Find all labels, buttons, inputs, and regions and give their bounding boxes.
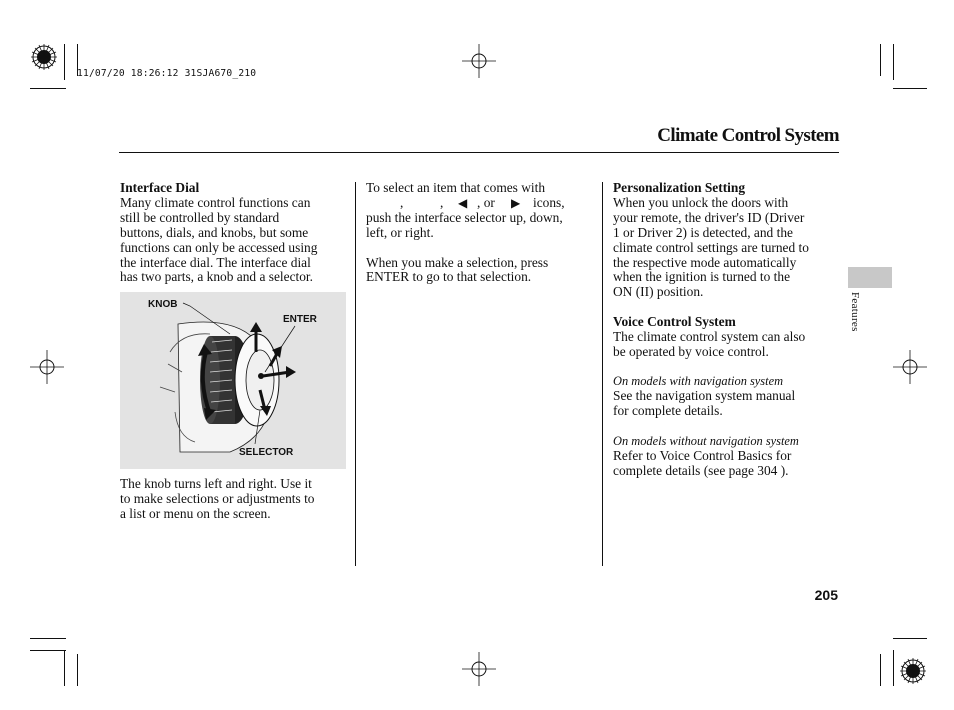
figure-label-selector: SELECTOR [239, 447, 294, 458]
page-title: Climate Control System [657, 125, 839, 146]
interface-dial-figure [120, 292, 346, 469]
column-divider [355, 182, 356, 566]
column-divider [602, 182, 603, 566]
body-line: the interface dial. The interface dial [120, 254, 311, 270]
body-line: when the ignition is turned to the [613, 269, 791, 285]
left-arrow-icon: ◀ [458, 195, 468, 210]
body-line: be operated by voice control. [613, 343, 769, 359]
body-line: has two parts, a knob and a selector. [120, 269, 313, 285]
body-line: See the navigation system manual [613, 388, 796, 404]
body-line: functions can only be accessed using [120, 239, 318, 255]
body-line: ENTER to go to that selection. [366, 269, 532, 285]
body-line: to make selections or adjustments to [120, 490, 315, 506]
separator-comma: , [440, 194, 444, 210]
print-timestamp: 11/07/20 18:26:12 31SJA670_210 [77, 68, 257, 79]
body-line: still be controlled by standard [120, 209, 280, 225]
section-heading: Personalization Setting [613, 180, 746, 195]
body-line: climate control settings are turned to [613, 239, 809, 255]
body-line: left, or right. [366, 224, 434, 240]
registration-target-icon [899, 655, 929, 687]
body-line: Many climate control functions can [120, 194, 311, 210]
body-line: your remote, the driver's ID (Driver [613, 209, 805, 225]
figure-label-knob: KNOB [148, 299, 178, 310]
figure-label-enter: ENTER [283, 314, 317, 325]
body-line: The climate control system can also [613, 328, 806, 344]
body-line: The knob turns left and right. Use it [120, 476, 312, 491]
body-line: ON (II) position. [613, 284, 704, 300]
crosshair-icon [462, 44, 496, 78]
column-3 [613, 181, 848, 479]
crosshair-icon [893, 350, 927, 384]
section-heading: Voice Control System [613, 313, 736, 329]
body-line: the respective mode automatically [613, 254, 797, 270]
separator-or: , or [477, 194, 495, 210]
model-note: On models without navigation system [613, 434, 799, 449]
title-rule [119, 152, 839, 153]
body-line: 1 or Driver 2) is detected, and the [613, 224, 793, 240]
right-arrow-icon: ▶ [511, 195, 521, 210]
body-line: When you unlock the doors with [613, 194, 789, 210]
crosshair-icon [462, 652, 496, 686]
body-line: To select an item that comes with [366, 180, 546, 195]
body-line: When you make a selection, press [366, 254, 549, 270]
body-line: complete details (see page 304 ). [613, 463, 789, 478]
page-number: 205 [814, 587, 838, 603]
separator-comma: , [400, 194, 404, 210]
column-2 [366, 181, 598, 285]
registration-target-icon [30, 41, 60, 73]
section-tab-label: Features [849, 292, 861, 332]
model-note: On models with navigation system [613, 374, 784, 389]
section-tab [848, 267, 892, 288]
body-line: push the interface selector up, down, [366, 209, 563, 225]
icon-line [366, 196, 598, 211]
crosshair-icon [30, 350, 64, 384]
body-line: buttons, dials, and knobs, but some [120, 224, 309, 240]
column-1-after [120, 477, 352, 522]
column-1 [120, 181, 352, 285]
body-line: for complete details. [613, 403, 723, 419]
body-line: a list or menu on the screen. [120, 505, 271, 521]
section-heading: Interface Dial [120, 180, 200, 195]
body-line: Refer to Voice Control Basics for [613, 448, 792, 464]
icons-word: icons, [533, 194, 565, 210]
